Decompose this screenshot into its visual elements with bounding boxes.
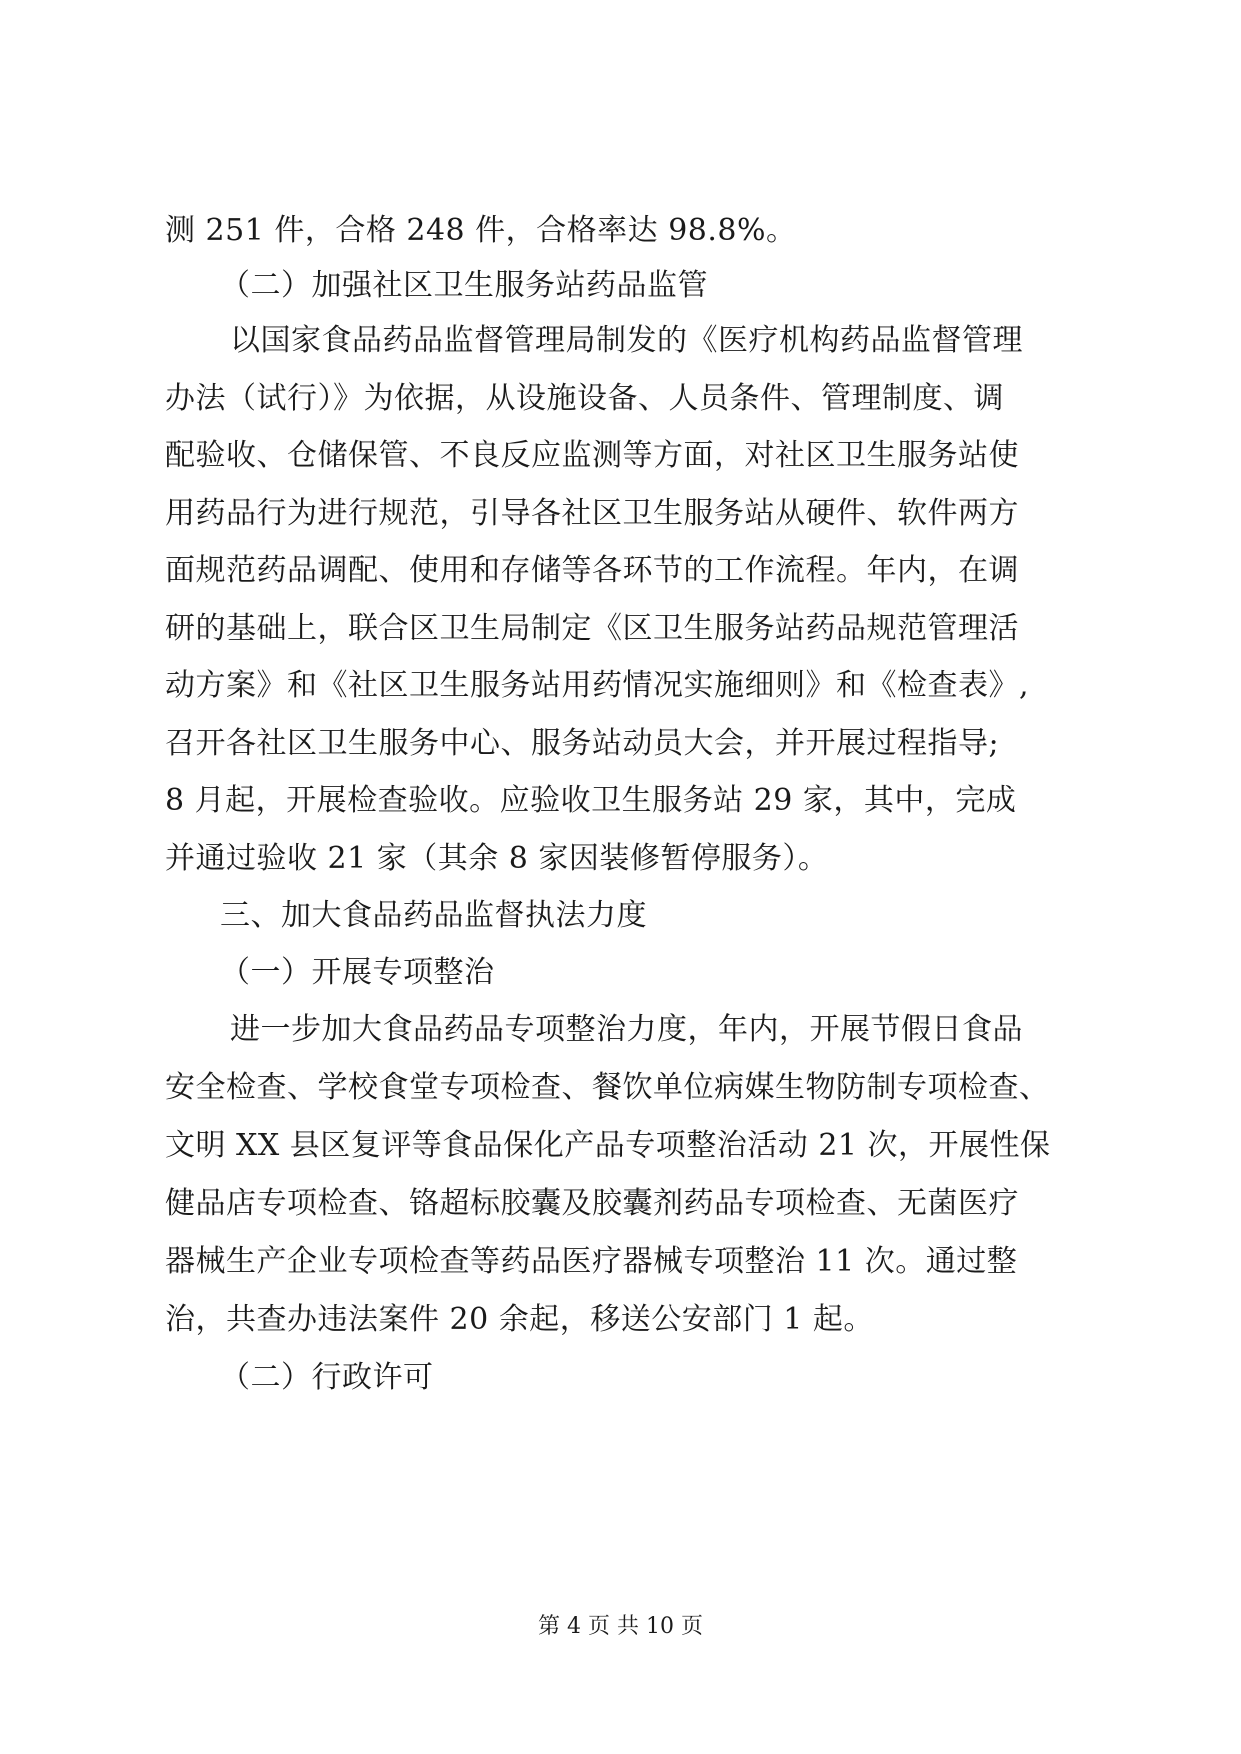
paragraph-line: 动方案》和《社区卫生服务站用药情况实施细则》和《检查表》, xyxy=(165,668,1030,703)
paragraph-line: 治，共查办违法案件 20 余起，移送公安部门 1 起。 xyxy=(165,1302,874,1337)
subsection-heading: （一）开展专项整治 xyxy=(220,955,495,990)
paragraph-line: 以国家食品药品监督管理局制发的《医疗机构药品监督管理 xyxy=(230,323,1023,358)
paragraph-line: 用药品行为进行规范，引导各社区卫生服务站从硬件、软件两方 xyxy=(165,496,1019,531)
paragraph-line: 8 月起，开展检查验收。应验收卫生服务站 29 家，其中，完成 xyxy=(165,783,1017,818)
section-heading: （二）加强社区卫生服务站药品监管 xyxy=(220,268,708,303)
paragraph-line: 进一步加大食品药品专项整治力度，年内，开展节假日食品 xyxy=(230,1012,1023,1047)
paragraph-line: 研的基础上，联合区卫生局制定《区卫生服务站药品规范管理活 xyxy=(165,611,1019,646)
paragraph-line: 召开各社区卫生服务中心、服务站动员大会，并开展过程指导; xyxy=(165,726,1000,761)
section-heading: 三、加大食品药品监督执法力度 xyxy=(220,898,647,933)
paragraph-line: 安全检查、学校食堂专项检查、餐饮单位病媒生物防制专项检查、 xyxy=(165,1070,1050,1105)
paragraph-line: 办法（试行）》为依据，从设施设备、人员条件、管理制度、调 xyxy=(165,381,1004,416)
paragraph-line: 测 251 件，合格 248 件，合格率达 98.8%。 xyxy=(165,213,797,248)
paragraph-line: 器械生产企业专项检查等药品医疗器械专项整治 11 次。通过整 xyxy=(165,1244,1018,1279)
paragraph-line: 面规范药品调配、使用和存储等各环节的工作流程。年内，在调 xyxy=(165,553,1019,588)
paragraph-line: 配验收、仓储保管、不良反应监测等方面，对社区卫生服务站使 xyxy=(165,438,1019,473)
subsection-heading: （二）行政许可 xyxy=(220,1360,434,1395)
paragraph-line: 文明 XX 县区复评等食品保化产品专项整治活动 21 次，开展性保 xyxy=(165,1128,1051,1163)
paragraph-line: 并通过验收 21 家（其余 8 家因装修暂停服务）。 xyxy=(165,841,829,876)
paragraph-line: 健品店专项检查、铬超标胶囊及胶囊剂药品专项检查、无菌医疗 xyxy=(165,1186,1019,1221)
page-footer: 第 4 页 共 10 页 xyxy=(538,1614,703,1639)
